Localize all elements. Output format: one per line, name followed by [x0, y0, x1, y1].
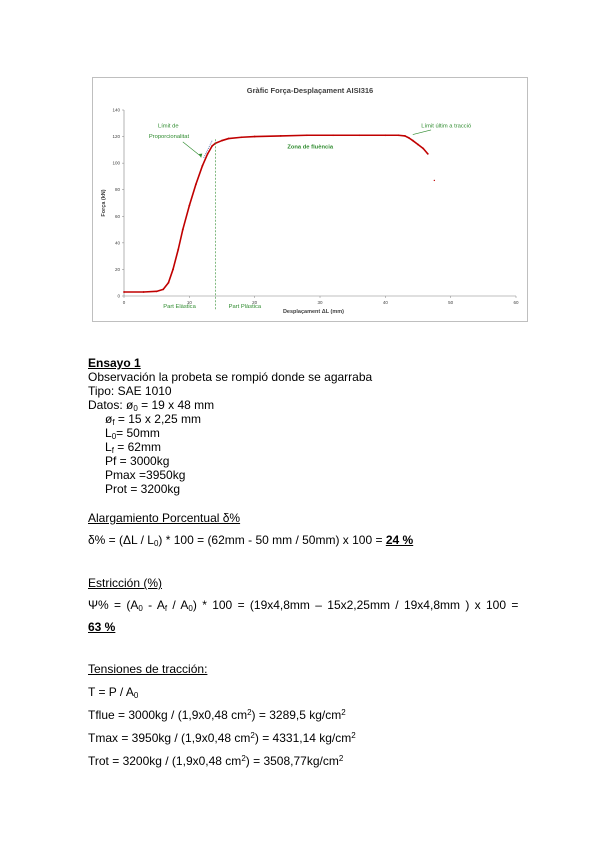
data-point: [188, 205, 190, 207]
df-line: [105, 412, 201, 426]
pmax-line: Pmax =3950kg: [105, 468, 186, 482]
pf-line: Pf = 3000kg: [105, 454, 170, 468]
df-value: = 15 x 2,25 mm: [114, 412, 201, 426]
formula-part: / A: [167, 598, 189, 612]
data-point: [280, 135, 282, 137]
estriccion-result: 63 %: [88, 620, 116, 634]
l-symbol: L: [105, 440, 112, 454]
formula-part: ) = 3289,5 kg/cm: [251, 708, 342, 722]
annotation-limit-ult: Límit últim a tracció: [421, 123, 472, 130]
data-point: [241, 136, 243, 138]
observacion-text: Observación la probeta se rompió donde se agarraba: [88, 370, 373, 384]
annotation-limit-prop-line1: Límit de: [157, 123, 179, 130]
data-point: [168, 282, 170, 284]
data-point: [422, 148, 424, 150]
data-point: [143, 291, 145, 293]
data-point: [172, 269, 174, 271]
annotation-limit-prop-line2: Proporcionalitat: [148, 133, 190, 140]
formula-part: T = P / A: [88, 685, 134, 699]
y-tick-label: 40: [114, 240, 120, 246]
tflue-formula: [88, 708, 346, 722]
subscript: 0: [138, 604, 143, 613]
data-point: [254, 136, 256, 138]
y-tick-label: 60: [114, 213, 120, 219]
x-tick-label: 10: [186, 300, 192, 305]
data-point: [156, 290, 158, 292]
prot-line: Prot = 3200kg: [105, 482, 181, 496]
lf-value: = 62mm: [113, 440, 161, 454]
formula-part: ) * 100 = (19x4,8mm – 15x2,25mm / 19x4,8mm ) x 100 =: [192, 598, 519, 612]
data-point: [195, 184, 197, 186]
data-point: [306, 134, 308, 136]
phi-symbol: ø: [105, 412, 113, 426]
formula-part: ) = 4331,14 kg/cm: [254, 731, 352, 745]
x-axis-label: Desplaçament ΔL (mm): [282, 309, 344, 315]
subscript: 0: [133, 404, 138, 413]
x-tick-label: 40: [382, 300, 388, 305]
subscript: 0: [153, 539, 159, 548]
data-point: [202, 165, 204, 167]
superscript: 2: [351, 731, 356, 740]
annotation-part-elastica: Part Elàstica: [163, 304, 196, 310]
x-tick-label: 50: [448, 300, 454, 305]
tipo-text: Tipo: SAE 1010: [88, 384, 172, 398]
y-tick-label: 0: [117, 293, 120, 299]
data-point: [332, 134, 334, 136]
annotation-part-plastica: Part Plàstica: [228, 304, 262, 310]
l0-line: [105, 426, 160, 440]
alargamiento-title: Alargamiento Porcentual δ%: [88, 511, 241, 525]
lf-line: [105, 440, 161, 454]
chart-border: [93, 78, 528, 322]
l-symbol: L: [105, 426, 112, 440]
formula-part: Trot = 3200kg / (1,9x0,48 cm: [88, 754, 242, 768]
phi-symbol: ø: [126, 398, 134, 412]
y-tick-label: 80: [114, 187, 120, 193]
formula-part: - A: [142, 598, 165, 612]
alargamiento-formula: [88, 533, 413, 547]
subscript: f: [164, 604, 168, 613]
data-point: [358, 134, 360, 136]
alargamiento-result: 24 %: [385, 533, 414, 547]
force-displacement-chart: [92, 77, 528, 322]
x-tick-label: 30: [317, 300, 323, 305]
x-tick-label: 20: [252, 300, 258, 305]
data-point: [398, 134, 400, 136]
data-point: [211, 145, 213, 147]
formula-part: Tflue = 3000kg / (1,9x0,48 cm: [88, 708, 248, 722]
datos-line: [88, 398, 214, 412]
stray-point: [434, 180, 435, 181]
subscript: 0: [133, 691, 139, 700]
y-tick-label: 100: [112, 160, 120, 166]
formula-part: Tmax = 3950kg / (1,9x0,48 cm: [88, 731, 251, 745]
data-point: [207, 153, 209, 155]
data-point: [404, 135, 406, 137]
datos-label: Datos:: [88, 398, 127, 412]
data-point: [417, 144, 419, 146]
formula-part: δ% = (ΔL / L: [88, 533, 154, 547]
annotation-zona: Zona de fluència: [287, 144, 334, 151]
superscript: 2: [247, 708, 252, 717]
formula-part: ) = 3508,77kg/cm: [245, 754, 339, 768]
y-tick-label: 20: [114, 266, 120, 272]
superscript: 2: [341, 708, 346, 717]
y-tick-label: 120: [112, 134, 120, 140]
tmax-formula: [88, 731, 356, 745]
estriccion-formula: [88, 598, 518, 612]
data-point: [123, 291, 125, 293]
formula-part: ) * 100 = (62mm - 50 mm / 50mm) x 100 =: [158, 533, 386, 547]
subscript: f: [111, 446, 114, 455]
y-axis-label: Força (kN): [101, 189, 107, 217]
trot-formula: [88, 754, 343, 768]
d0-value: = 19 x 48 mm: [137, 398, 215, 412]
x-tick-label: 60: [513, 300, 519, 305]
chart-title: Gràfic Força-Desplaçament AISI316: [246, 86, 374, 95]
estriccion-title: Estricción (%): [88, 576, 163, 590]
superscript: 2: [250, 731, 255, 740]
data-point: [384, 134, 386, 136]
subscript: 0: [111, 432, 117, 441]
ensayo-title: Ensayo 1: [88, 356, 141, 370]
formula-part: Ψ% = (A: [88, 598, 139, 612]
t-formula: [88, 685, 138, 699]
data-point: [162, 288, 164, 290]
data-point: [408, 137, 410, 139]
data-point: [427, 153, 429, 155]
tensiones-title: Tensiones de tracción:: [88, 662, 208, 676]
subscript: 0: [188, 604, 193, 613]
x-tick-label: 0: [122, 300, 126, 305]
subscript: f: [112, 418, 115, 427]
y-tick-label: 140: [112, 107, 120, 113]
l0-value: = 50mm: [116, 426, 160, 440]
superscript: 2: [338, 754, 344, 763]
data-point: [177, 249, 179, 251]
data-point: [412, 140, 414, 142]
data-point: [221, 140, 223, 142]
data-point: [182, 229, 184, 231]
superscript: 2: [241, 754, 246, 763]
data-point: [228, 138, 230, 140]
